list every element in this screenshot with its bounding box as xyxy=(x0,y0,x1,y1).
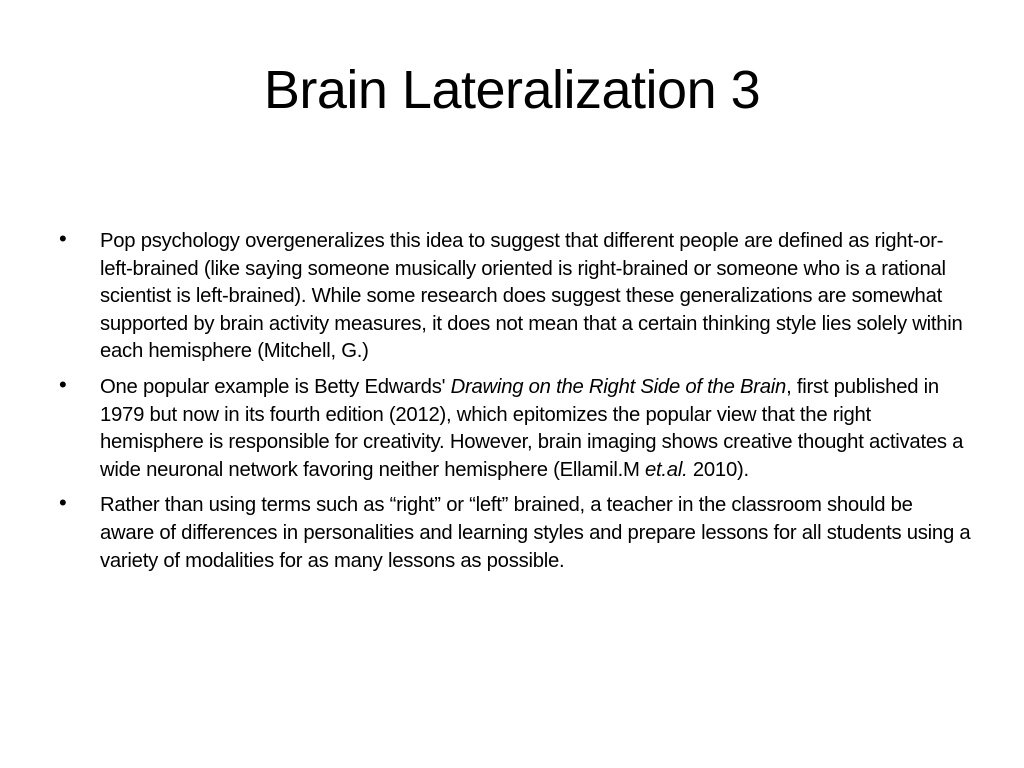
book-title: Drawing on the Right Side of the Brain xyxy=(450,375,787,398)
bullet-list xyxy=(59,226,972,583)
bullet-dot-icon: • xyxy=(59,490,67,516)
bullet-item-3 xyxy=(59,490,972,575)
bullet-text-before: One popular example is Betty Edwards' xyxy=(100,375,451,398)
citation-etal: et.al. xyxy=(645,458,688,481)
slide-title: Brain Lateralization 3 xyxy=(263,60,761,120)
bullet-text: Pop psychology overgeneralizes this idea to suggest that different people are defined as right-or-left-brained (like saying someone musically oriented is right-brained or someone who is a rational scientist is left-brained). While some research does suggest these generalizations are somewhat supported by brain activity measures, it does not mean that a certain thinking style lies solely within each hemisphere (Mitchell, G.) xyxy=(100,230,963,363)
bullet-dot-icon: • xyxy=(59,371,67,397)
bullet-dot-icon: • xyxy=(59,226,67,251)
bullet-text: Rather than using terms such as “right” or “left” brained, a teacher in the classroom should be aware of differences in personalities and learning styles and prepare lessons for all students using a variety of modalities for as many lessons as possible. xyxy=(100,494,971,572)
bullet-item-1 xyxy=(59,226,972,366)
bullet-item-2 xyxy=(59,371,972,484)
bullet-text-after: 2010). xyxy=(687,458,749,481)
bullet-text-middle: , first published in 1979 but now in its fourth edition (2012), which epitomizes the popular view that the right hemisphere is responsible for creativity. However, brain imaging shows creative thought activates a wide neuronal network favoring neither hemisphere (Ellamil.M xyxy=(100,375,964,481)
